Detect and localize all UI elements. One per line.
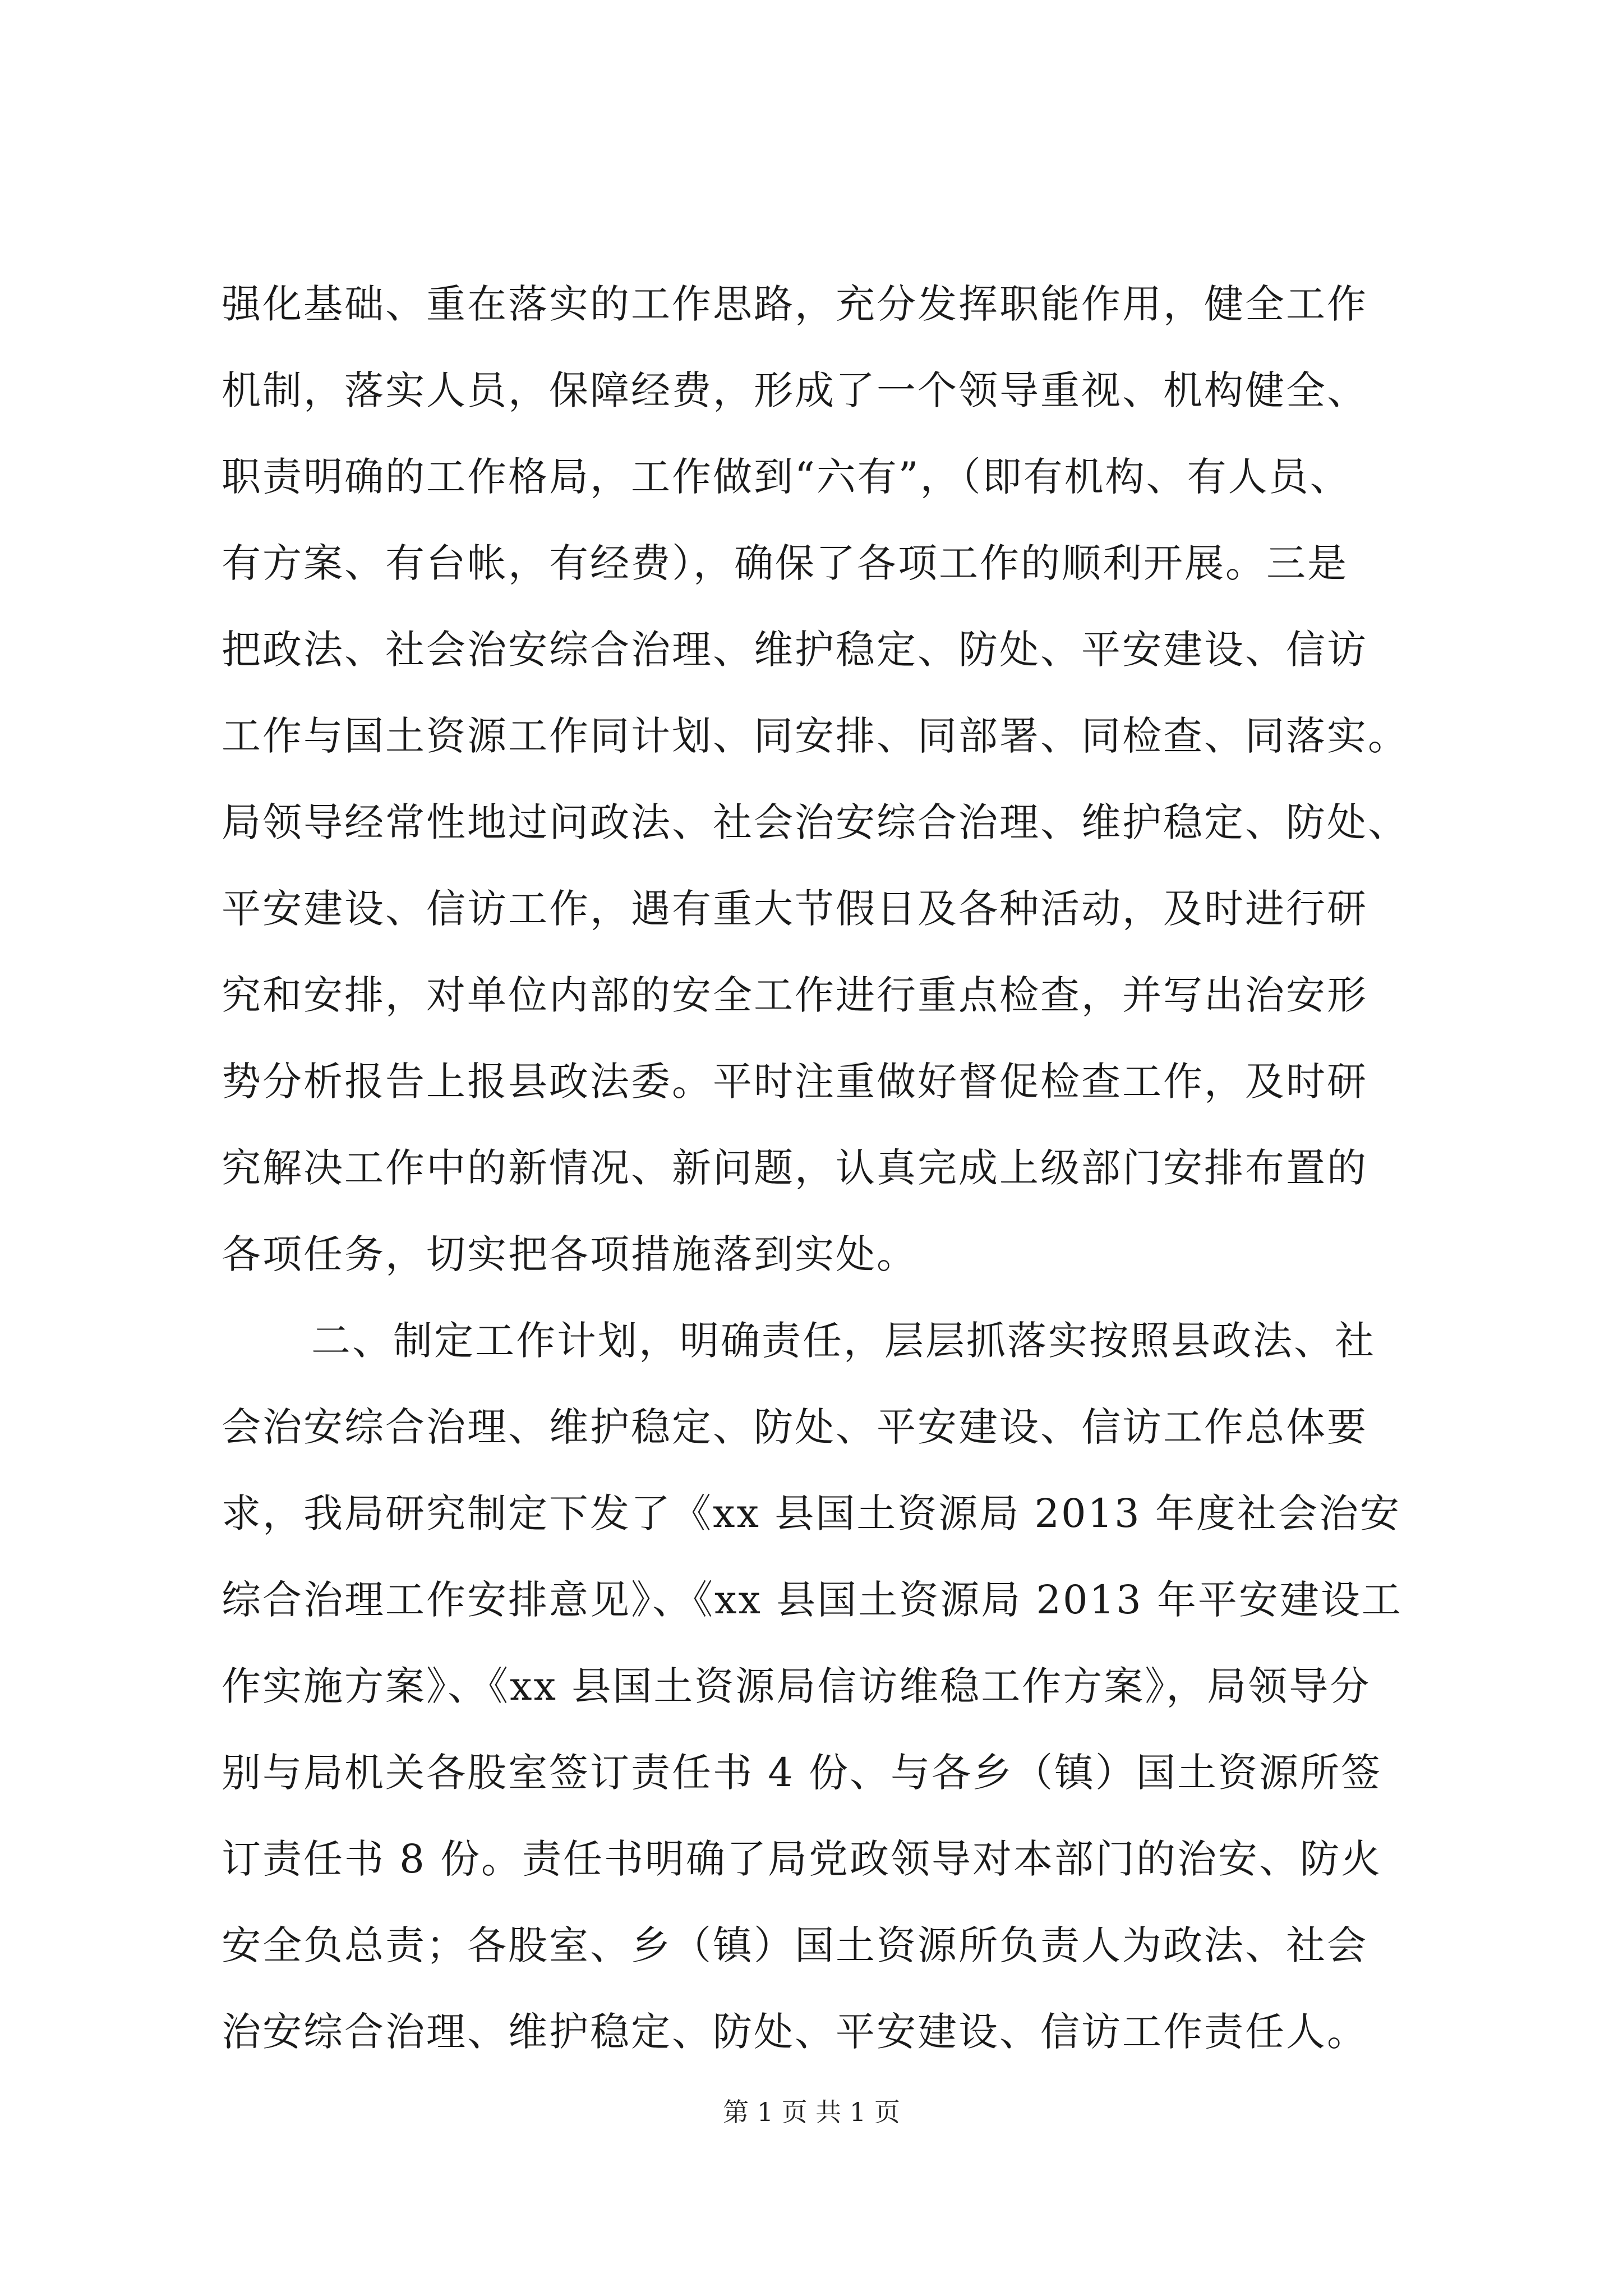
text-line: 局领导经常性地过问政法、社会治安综合治理、维护稳定、防处、 — [222, 799, 1409, 845]
text-line: 究和安排，对单位内部的安全工作进行重点检查，并写出治安形 — [222, 972, 1368, 1018]
text-line: 订责任书 8 份。责任书明确了局党政领导对本部门的治安、防火 — [222, 1836, 1382, 1882]
text-line: 求，我局研究制定下发了《xx 县国土资源局 2013 年度社会治安 — [222, 1490, 1401, 1536]
text-line: 治安综合治理、维护稳定、防处、平安建设、信访工作责任人。 — [222, 2009, 1368, 2055]
text-line: 综合治理工作安排意见》、《xx 县国土资源局 2013 年平安建设工 — [222, 1577, 1403, 1623]
text-line: 势分析报告上报县政法委。平时注重做好督促检查工作，及时研 — [222, 1059, 1368, 1105]
text-line: 把政法、社会治安综合治理、维护稳定、防处、平安建设、信访 — [222, 627, 1368, 673]
text-line: 有方案、有台帐，有经费），确保了各项工作的顺利开展。三是 — [222, 540, 1348, 586]
text-line: 强化基础、重在落实的工作思路，充分发挥职能作用，健全工作 — [222, 281, 1368, 327]
text-line: 平安建设、信访工作，遇有重大节假日及各种活动，及时进行研 — [222, 886, 1368, 932]
text-line: 各项任务，切实把各项措施落到实处。 — [222, 1231, 917, 1277]
text-line: 作实施方案》、《xx 县国土资源局信访维稳工作方案》，局领导分 — [222, 1663, 1371, 1709]
text-line: 安全负总责；各股室、乡（镇）国土资源所负责人为政法、社会 — [222, 1922, 1368, 1968]
section-heading-line: 二、制定工作计划，明确责任，层层抓落实按照县政法、社 — [311, 1318, 1376, 1364]
text-line: 职责明确的工作格局，工作做到“六有”，（即有机构、有人员、 — [222, 454, 1351, 500]
text-line: 机制，落实人员，保障经费，形成了一个领导重视、机构健全、 — [222, 367, 1368, 413]
document-body — [222, 261, 1433, 2075]
text-line: 会治安综合治理、维护稳定、防处、平安建设、信访工作总体要 — [222, 1404, 1368, 1450]
text-line: 究解决工作中的新情况、新问题，认真完成上级部门安排布置的 — [222, 1145, 1368, 1191]
page-number-footer: 第 1 页 共 1 页 — [723, 2097, 900, 2127]
text-line: 工作与国土资源工作同计划、同安排、同部署、同检查、同落实。 — [222, 713, 1409, 759]
text-line: 别与局机关各股室签订责任书 4 份、与各乡（镇）国土资源所签 — [222, 1750, 1382, 1796]
